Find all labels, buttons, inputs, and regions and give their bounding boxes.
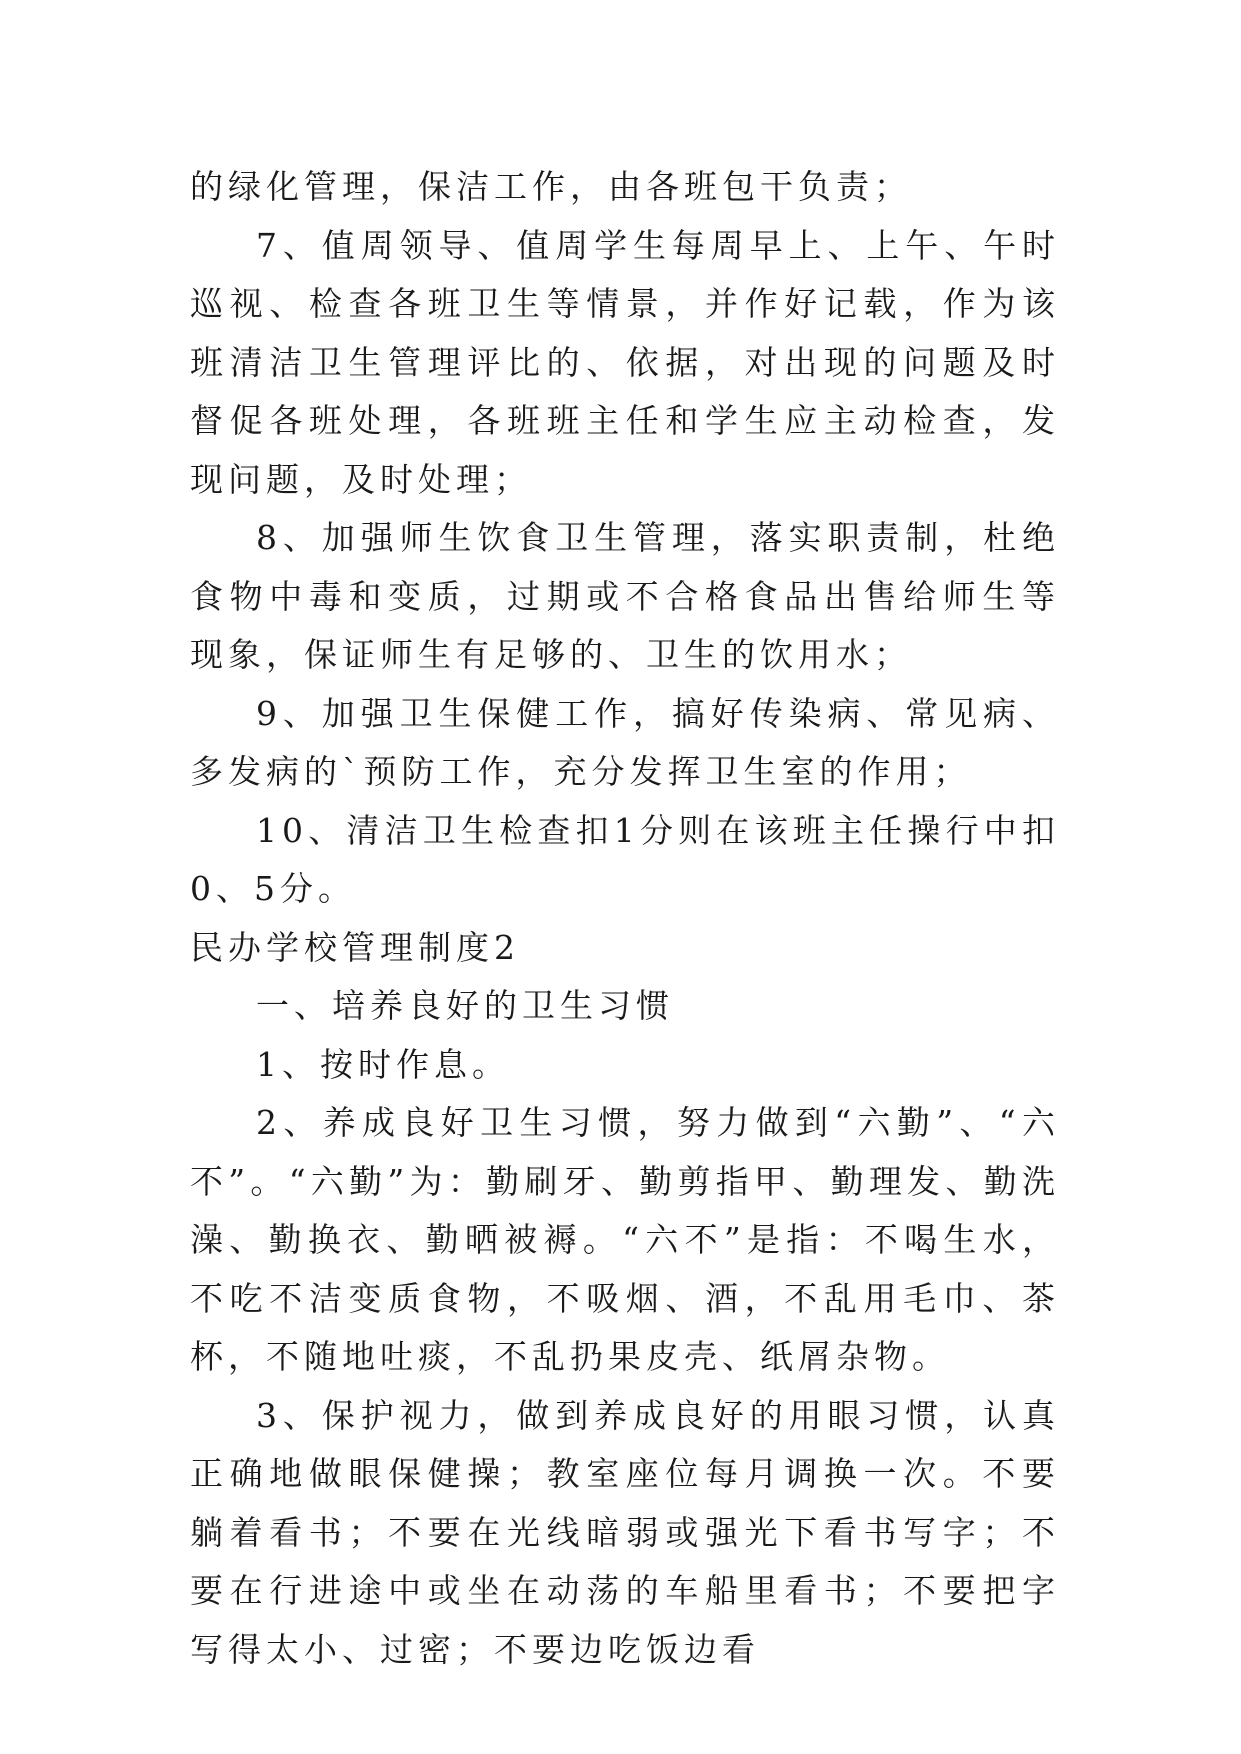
section-subtitle: 一、培养良好的卫生习惯 [256, 986, 674, 1025]
paragraph-continuation: 的绿化管理，保洁工作，由各班包干负责； [190, 167, 912, 206]
paragraph-item-9: 9、加强卫生保健工作，搞好传染病、常见病、多发病的`预防工作，充分发挥卫生室的作用； [190, 693, 1060, 791]
paragraph-item-3: 3、保护视力，做到养成良好的用眼习惯，认真正确地做眼保健操；教室座位每月调换一次。不要躺着看书；不要在光线暗弱或强光下看书写字；不要在行进途中或坐在动荡的车船里看书；不要把字写得太小、过密；不要边吃饭边看 [190, 1395, 1060, 1669]
paragraph-item-8: 8、加强师生饮食卫生管理，落实职责制，杜绝食物中毒和变质，过期或不合格食品出售给师生等现象，保证师生有足够的、卫生的饮用水； [190, 518, 1060, 674]
paragraph-item-7: 7、值周领导、值周学生每周早上、上午、午时巡视、检查各班卫生等情景，并作好记载，作为该班清洁卫生管理评比的、依据，对出现的问题及时督促各班处理，各班班主任和学生应主动检查，发现问题，及时处理； [190, 225, 1060, 499]
section-title: 民办学校管理制度2 [190, 927, 520, 967]
paragraph-item-1: 1、按时作息。 [256, 1044, 510, 1084]
paragraph-item-2: 2、养成良好卫生习惯，努力做到“六勤”、“六不”。“六勤”为：勤刷牙、勤剪指甲、勤理发、勤洗澡、勤换衣、勤晒被褥。“六不”是指：不喝生水，不吃不洁变质食物，不吸烟、酒，不乱用毛巾、茶杯，不随地吐痰，不乱扔果皮壳、纸屑杂物。 [190, 1103, 1060, 1376]
document-body [190, 158, 1060, 1679]
paragraph-item-10: 10、清洁卫生检查扣1分则在该班主任操行中扣0、5分。 [190, 810, 1060, 908]
